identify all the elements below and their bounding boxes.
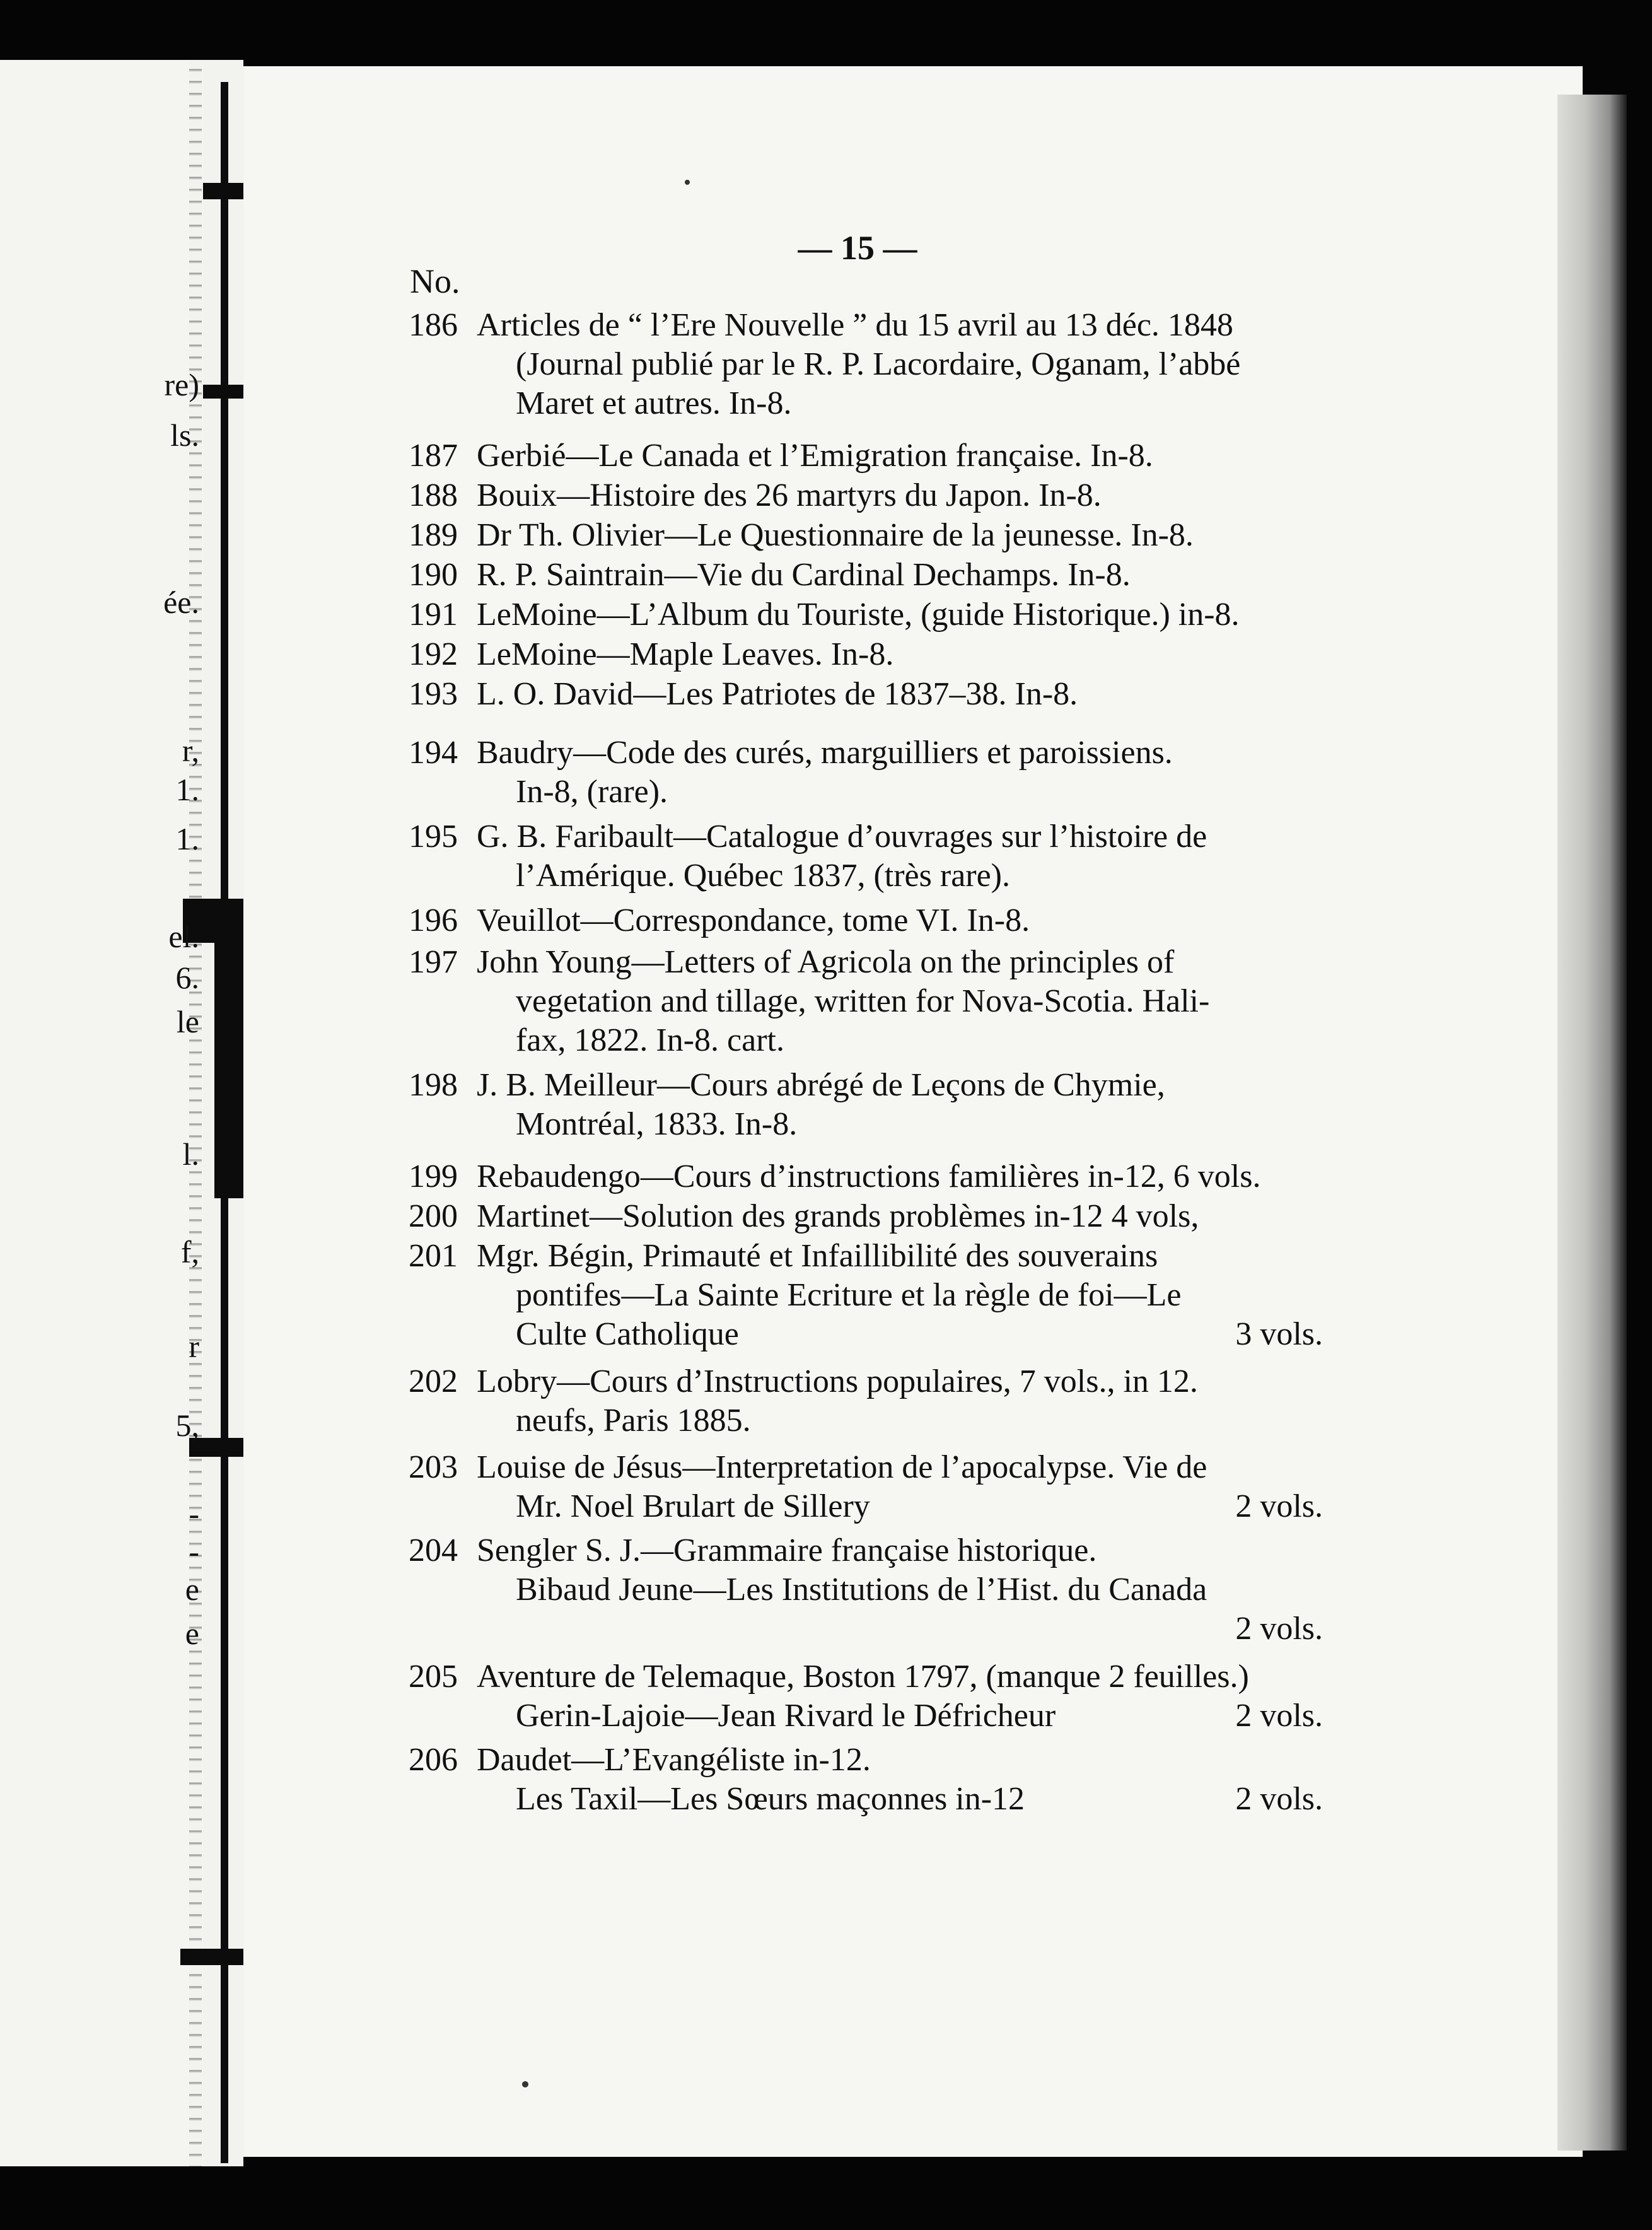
left-fragment-text: r, (182, 733, 199, 768)
entry-line: Montréal, 1833. In-8. (516, 1106, 798, 1142)
page-edge-shadow (1557, 95, 1627, 2151)
entry-number: 201 (409, 1238, 458, 1274)
entry-line: (Journal publié par le R. P. Lacordaire, Oganam, l’abbé (516, 346, 1241, 382)
number-column-header: No. (410, 262, 460, 300)
entry-line: Gerbié—Le Canada et l’Emigration française. In-8. (477, 438, 1153, 474)
entry-line: LeMoine—L’Album du Touriste, (guide Historique.) in-8. (477, 597, 1240, 633)
entry-line: Les Taxil—Les Sœurs maçonnes in-12 (516, 1781, 1025, 1817)
entry-line: Culte Catholique (516, 1316, 739, 1352)
entry-line: Mr. Noel Brulart de Sillery (516, 1488, 870, 1524)
entry-line: Aventure de Telemaque, Boston 1797, (manque 2 feuilles.) (477, 1659, 1249, 1695)
page-number: — 15 — (798, 229, 917, 267)
entry-number: 187 (409, 438, 458, 474)
entry-number: 198 (409, 1067, 458, 1103)
entry-line: Lobry—Cours d’Instructions populaires, 7 vols., in 12. (477, 1363, 1198, 1399)
left-fragment-text: r (189, 1329, 199, 1364)
entry-line: Gerin-Lajoie—Jean Rivard le Défricheur (516, 1698, 1056, 1734)
left-fragment-text: re) (164, 367, 199, 402)
entry-volumes: 2 vols. (1235, 1611, 1323, 1647)
entry-line: vegetation and tillage, written for Nova-Scotia. Hali- (516, 983, 1210, 1019)
entry-number: 186 (409, 307, 458, 343)
entry-volumes: 2 vols. (1235, 1781, 1323, 1817)
entry-number: 203 (409, 1449, 458, 1485)
left-fragment-text: e (185, 1616, 199, 1651)
entry-line: J. B. Meilleur—Cours abrégé de Leçons de Chymie, (477, 1067, 1165, 1103)
binding-blot (180, 1949, 250, 1965)
entry-line: l’Amérique. Québec 1837, (très rare). (516, 858, 1010, 894)
left-fragment-text: 1. (175, 821, 199, 856)
entry-number: 199 (409, 1159, 458, 1194)
entry-number: 190 (409, 557, 458, 593)
left-fragment-text: ls. (170, 417, 199, 453)
entry-line: In-8, (rare). (516, 774, 668, 810)
entry-number: 206 (409, 1742, 458, 1778)
entry-line: Louise de Jésus—Interpretation de l’apocalypse. Vie de (477, 1449, 1207, 1485)
left-fragment-text: e (185, 1572, 199, 1607)
left-fragment-text: 6. (175, 960, 199, 995)
entry-line: neufs, Paris 1885. (516, 1403, 751, 1439)
left-fragment-text: 1. (175, 772, 199, 807)
print-speck (522, 2081, 528, 2087)
entry-line: Veuillot—Correspondance, tome VI. In-8. (477, 902, 1030, 938)
entry-line: Mgr. Bégin, Primauté et Infaillibilité des souverains (477, 1238, 1158, 1274)
entry-number: 188 (409, 477, 458, 513)
entry-number: 196 (409, 902, 458, 938)
print-speck (685, 180, 690, 185)
entry-number: 195 (409, 819, 458, 855)
entry-line: Baudry—Code des curés, marguilliers et paroissiens. (477, 735, 1173, 771)
entry-line: Sengler S. J.—Grammaire française historique. (477, 1532, 1097, 1568)
entry-line: Maret et autres. In-8. (516, 385, 792, 421)
entry-number: 191 (409, 597, 458, 633)
entry-number: 189 (409, 517, 458, 553)
left-fragment-text: le (176, 1004, 199, 1039)
entry-number: 192 (409, 636, 458, 672)
left-fragment-text: ée. (163, 585, 199, 620)
entry-line: Bouix—Histoire des 26 martyrs du Japon. In-8. (477, 477, 1102, 513)
binding-blot (214, 933, 245, 1198)
left-fragment-text: l. (182, 1136, 199, 1172)
entry-number: 202 (409, 1363, 458, 1399)
entry-line: L. O. David—Les Patriotes de 1837–38. In-8. (477, 676, 1078, 712)
binding-blot (203, 385, 247, 399)
entry-number: 200 (409, 1198, 458, 1234)
entry-line: G. B. Faribault—Catalogue d’ouvrages sur l’histoire de (477, 819, 1207, 855)
entry-volumes: 3 vols. (1235, 1316, 1323, 1352)
entry-line: fax, 1822. In-8. cart. (516, 1022, 784, 1058)
entry-line: Dr Th. Olivier—Le Questionnaire de la jeunesse. In-8. (477, 517, 1194, 553)
entry-number: 194 (409, 735, 458, 771)
entry-line: Bibaud Jeune—Les Institutions de l’Hist. du Canada (516, 1572, 1207, 1608)
left-fragment-text: - (189, 1534, 199, 1569)
entry-line: Articles de “ l’Ere Nouvelle ” du 15 avril au 13 déc. 1848 (477, 307, 1233, 343)
entry-line: pontifes—La Sainte Ecriture et la règle de foi—Le (516, 1277, 1182, 1313)
entry-line: LeMoine—Maple Leaves. In-8. (477, 636, 894, 672)
entry-volumes: 2 vols. (1235, 1698, 1323, 1734)
entry-number: 193 (409, 676, 458, 712)
entry-number: 204 (409, 1532, 458, 1568)
left-fragment-text: - (189, 1496, 199, 1531)
entry-line: Daudet—L’Evangéliste in-12. (477, 1742, 871, 1778)
entry-line: John Young—Letters of Agricola on the principles of (477, 944, 1175, 980)
entry-number: 205 (409, 1659, 458, 1695)
entry-line: Rebaudengo—Cours d’instructions familières in-12, 6 vols. (477, 1159, 1261, 1194)
left-fragment-text: el. (168, 919, 199, 954)
entry-line: Martinet—Solution des grands problèmes in-12 4 vols, (477, 1198, 1199, 1234)
left-fragment-text: 5, (175, 1408, 199, 1443)
entry-line: R. P. Saintrain—Vie du Cardinal Dechamps. In-8. (477, 557, 1131, 593)
entry-volumes: 2 vols. (1235, 1488, 1323, 1524)
entry-number: 197 (409, 944, 458, 980)
left-fragment-text: f, (180, 1234, 199, 1270)
